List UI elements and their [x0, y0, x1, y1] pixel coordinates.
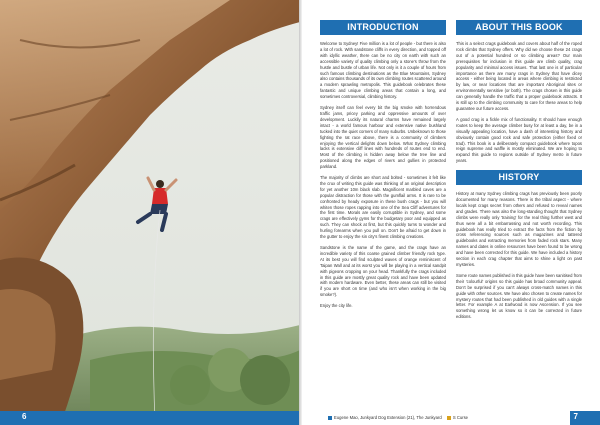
about-paragraph: This is a select crags guidebook and covers about half of the roped rock climbs that Sydney offers. Why did we choose these 24 crags out of a potential hundred or so climbing areas? Our main prerequisites for inclusion in this guide are climb quality, crag popularity and minimal access issues. That last one is of particular importance as there are many crags in Sydney that have dicey access - either being located in areas where climbing is restricted by law, or near locations that are important Aboriginal sites or environmentally sensitive (or both). The crags chosen in this guide can generally handle the traffic that a proper guidebook attracts. It is still up to the climbing community to care for these areas to help guarantee our future access.: [456, 41, 582, 111]
caption-text: S Curse: [452, 415, 469, 420]
caption-text: Eugene Mao, Junkyard Dog Extension (21), The Junkyard: [334, 415, 442, 420]
caption-square-icon: [328, 416, 332, 420]
introduction-paragraph: Enjoy the city life.: [320, 303, 353, 309]
history-paragraph: Some route names published in this guide have been sanitised from their 'colourful' origins so this guide has broad community appeal. Don't be surprised if you can't always cross-match names in this guide with other sources. We have also chosen to create names for mystery routes that had been published in old guides with a single letter. For example A at Earlwood is now Ascension. If you see something wrong let us know so it can be corrected in future editions.: [456, 272, 582, 320]
history-section: [456, 170, 582, 320]
text-column-left: [320, 20, 446, 314]
history-paragraph: History at many Sydney climbing crags has previously been poorly documented for many reasons. There is the tribal aspect - where locals kept crags secret from others and refused to reveal names and grades. There was also the long-standing thought that Sydney climbs were really only 'training' for the real thing further west and thus were all a bit embarrassing and not worth recording. This guidebook has really tried to extract the facts from the fiction by cross referencing sources such as magazines and tattered guidebooks and extracting memories from faded rock stars. Many names and dates in online resources have been found to be wrong and have been corrected for this guide. We have included a history section in each crag chapter that aims to shine a light on past mysteries.: [456, 191, 582, 267]
history-heading: HISTORY: [456, 170, 582, 185]
caption-square-icon: [447, 416, 451, 420]
text-column-right: [456, 20, 582, 325]
right-page-number: 7: [573, 412, 578, 421]
left-page-footer: [0, 411, 300, 425]
introduction-paragraph: Sandstone is the name of the game, and the crags have an incredible variety of this coarse grained climber friendly rock type. At its best you will find sculpted waves of orange reminiscent of Taipan Wall and at its worst you will be playing in a vertical sandpit with pigeons cropping on your head. Thankfully the crags included in this guide are mostly great quality rock and have been updated with modern hardware. Even better, these areas can still be visited if you are short on time (and who isn't when working in the big smoke?).: [320, 245, 446, 298]
right-page-footer: [302, 411, 600, 425]
photo-caption: [324, 415, 468, 420]
right-page: [302, 0, 600, 425]
introduction-paragraph: The majority of climbs are short and bolted - sometimes it felt like the crux of writing this guide was thinking of an original description for yet another 10m black slab. Magnificent marbled caves are a popular distraction for those with the gumflail arms. It is rare to be confronted by heady exposure in these bush crags - but you will whiten those ropes rapping into one of the Sea Cliff adventures for the first time. Morals are easily corruptible in Sydney, and some crags are effectively gyms for the budgetary poor and equipped as such. They can shock at first, but this quickly turns to wonder and hurling forearms when you pull on. Don't be afraid to get down in the gutter to enjoy the sin city's finest climbing creations.: [320, 175, 446, 240]
introduction-heading: INTRODUCTION: [320, 20, 446, 35]
right-page-number-box: [570, 411, 600, 425]
introduction-paragraph: Welcome to Sydney! Five million is a lot of people - but there is also a lot of rock. With sandstone cliffs in every direction, and topped off with idyllic weather, there can be no city on earth with such an accessible variety of quality climbing only a stone's throw from the hustle and bustle of urban life. Not only is it a couple of hours from such famous climbing destinations as the Blue Mountains, Sydney also contains thousands of its own climbing routes scattered around a modern sprawling metropolis. This guidebook celebrates these fantastic and unique climbing areas that contain a long, and sometimes controversial, climbing history.: [320, 41, 446, 100]
about-paragraph: A good crag is a fickle mix of functionality. It should have enough routes to keep the average climber busy for at least a day, be in a visually appealing location, have a dash of interesting history and obviously contain good rock and safe protection (either fixed or trad). This book is a deliberately compact guidebook where topos reign supreme and waffle is mostly eliminated. We are hoping to expand this guide to regions outside of Sydney metro in future years.: [456, 116, 582, 164]
left-page-number: 6: [22, 412, 27, 421]
about-heading: ABOUT THIS BOOK: [456, 20, 582, 35]
introduction-paragraph: Sydney itself can feel every bit the big smoke with horrendous traffic jams, pricey parking and oppressive amounts of over development. Luckily its natural charms have remained largely intact - a world famous harbour and extensive native bushland tucked into the quiet corners of many suburbs. Unbeknown to those fighting the rat race above, there is a community of climbers enjoying the vertical delights down below. What Sydney climbing lacks is extensive cliff lines with hundreds of routes end to end. Most of the climbing is hidden away below the tree line and positioned along the edges of rivers and gullies in protected parkland.: [320, 105, 446, 170]
